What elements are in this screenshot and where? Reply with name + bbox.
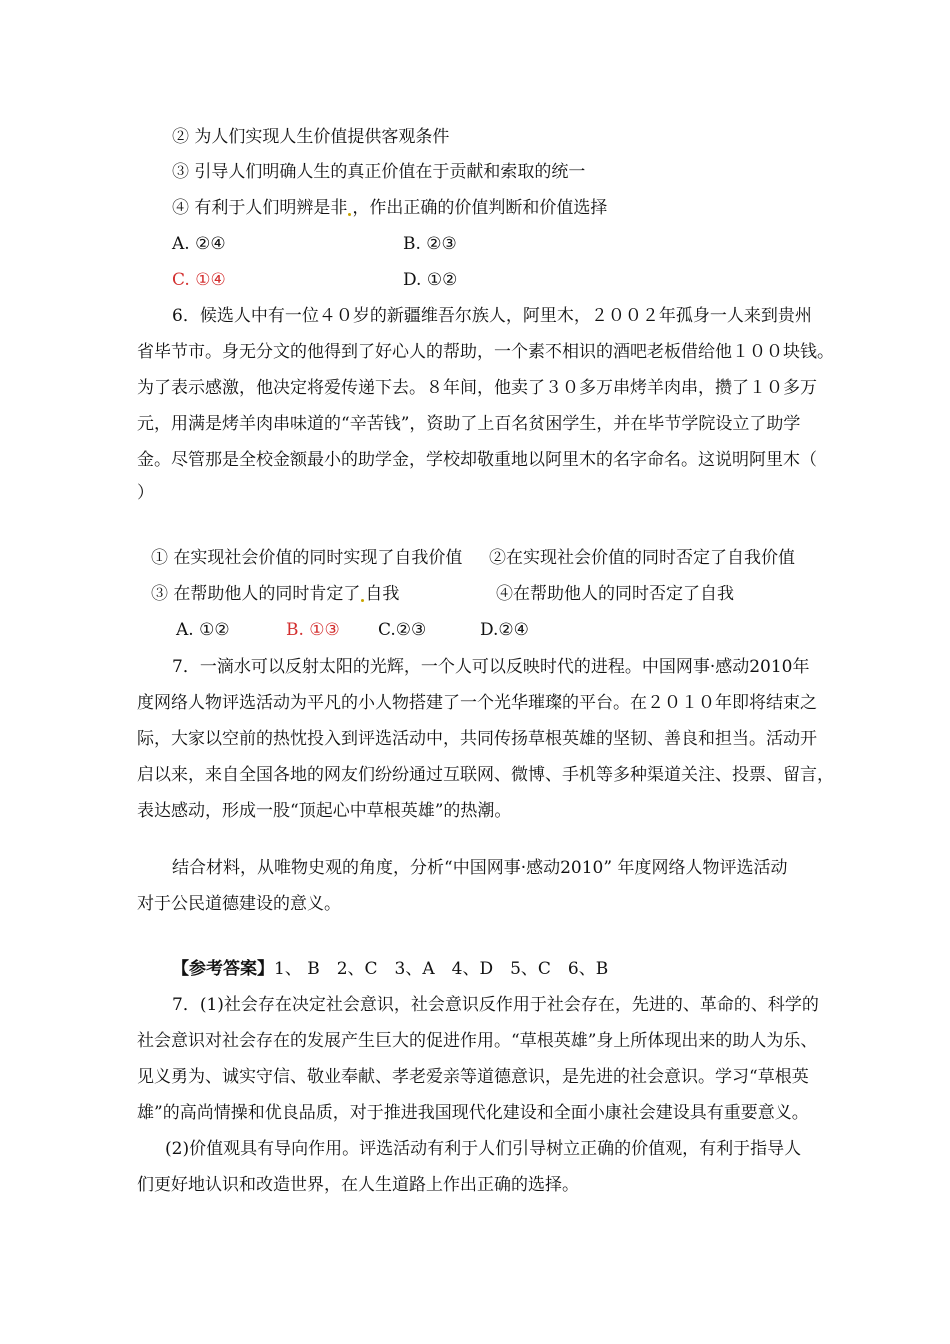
answer-key-line <box>172 958 608 980</box>
q6-option-d: D.②④ <box>480 620 529 640</box>
q5-option-b: B. ②③ <box>403 234 457 254</box>
q6-option-c: C.②③ <box>378 620 427 640</box>
q5-item-4-text-b: ，作出正确的价值判断和价值选择 <box>352 198 608 218</box>
q6-option-b-answer: B. ①③ <box>286 620 340 640</box>
q6-stem-line-3: 为了表示感激，他决定将爱传递下去。８年间，他卖了３０多万串烤羊肉串，攒了１０多万 <box>137 378 817 398</box>
answer-list: 1、 B 2、C 3、A 4、D 5、C 6、B <box>274 959 609 979</box>
q6-item-2: ②在实现社会价值的同时否定了自我价值 <box>489 548 795 568</box>
q7-stem-line-1: 7．一滴水可以反射太阳的光辉，一个人可以反映时代的进程。中国网事·感动2010年 <box>172 657 810 677</box>
q6-stem-line-1: 6．候选人中有一位４０岁的新疆维吾尔族人，阿里木，２００２年孤身一人来到贵州 <box>172 306 812 326</box>
q6-item-3-text-b: 自我 <box>365 584 400 604</box>
answer-7-part-2-line-1: (2)价值观具有导向作用。评选活动有利于人们引导树立正确的价值观，有利于指导人 <box>165 1139 802 1159</box>
q6-option-a: A. ①② <box>176 620 230 640</box>
q5-item-3: ③ 引导人们明确人生的真正价值在于贡献和索取的统一 <box>172 162 586 182</box>
ink-mark <box>361 599 364 602</box>
q6-item-3 <box>151 583 399 605</box>
q7-stem-line-2: 度网络人物评选活动为平凡的小人物搭建了一个光华璀璨的平台。在２０１０年即将结束之 <box>137 693 817 713</box>
q6-item-3-text-a: ③ 在帮助他人的同时肯定了 <box>151 584 361 604</box>
q5-option-a: A. ②④ <box>172 234 226 254</box>
q7-stem-line-3: 际，大家以空前的热忱投入到评选活动中，共同传扬草根英雄的坚韧、善良和担当。活动开 <box>137 729 817 749</box>
ink-mark <box>348 213 351 216</box>
answer-7-part-1-line-1: 7．(1)社会存在决定社会意识，社会意识反作用于社会存在，先进的、革命的、科学的 <box>172 995 819 1015</box>
q5-option-d: D. ①② <box>403 270 458 290</box>
q7-stem-line-4: 启以来，来自全国各地的网友们纷纷通过互联网、微博、手机等多种渠道关注、投票、留言， <box>137 765 834 785</box>
q7-stem-line-5: 表达感动，形成一股“顶起心中草根英雄”的热潮。 <box>137 801 512 821</box>
q6-stem-line-6: ） <box>137 483 154 503</box>
q6-stem-line-4: 元，用满是烤羊肉串味道的“辛苦钱”，资助了上百名贫困学生，并在毕节学院设立了助学 <box>137 414 801 434</box>
answer-7-part-1-line-2: 社会意识对社会存在的发展产生巨大的促进作用。“草根英雄”身上所体现出来的助人为乐、 <box>137 1031 818 1051</box>
q6-item-4: ④在帮助他人的同时否定了自我 <box>496 584 734 604</box>
q6-stem-line-2: 省毕节市。身无分文的他得到了好心人的帮助，一个素不相识的酒吧老板借给他１００块钱。 <box>137 342 834 362</box>
q5-item-4-text-a: ④ 有利于人们明辨是非 <box>172 198 348 218</box>
q6-stem-line-5: 金。尽管那是全校金额最小的助学金，学校却敬重地以阿里木的名字命名。这说明阿里木（ <box>137 450 817 470</box>
q5-item-2: ② 为人们实现人生价值提供客观条件 <box>172 127 450 147</box>
answer-7-part-1-line-3: 见义勇为、诚实守信、敬业奉献、孝老爱亲等道德意识，是先进的社会意识。学习“草根英 <box>137 1067 809 1087</box>
q6-item-1: ① 在实现社会价值的同时实现了自我价值 <box>151 548 463 568</box>
q7-task-line-1: 结合材料，从唯物史观的角度，分析“中国网事·感动2010” 年度网络人物评选活动 <box>172 858 788 878</box>
q5-item-4 <box>172 197 607 219</box>
answer-heading: 【参考答案】 <box>172 959 274 979</box>
q5-option-c-answer: C. ①④ <box>172 270 226 290</box>
answer-7-part-2-line-2: 们更好地认识和改造世界，在人生道路上作出正确的选择。 <box>137 1175 579 1195</box>
q7-task-line-2: 对于公民道德建设的意义。 <box>137 894 341 914</box>
answer-7-part-1-line-4: 雄”的高尚情操和优良品质，对于推进我国现代化建设和全面小康社会建设具有重要意义。 <box>137 1103 809 1123</box>
